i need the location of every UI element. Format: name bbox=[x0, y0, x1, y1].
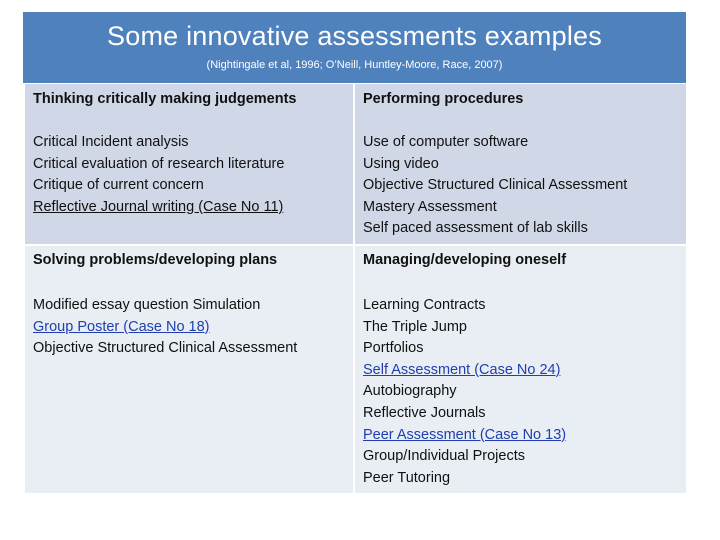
list-item: Objective Structured Clinical Assessment bbox=[363, 177, 628, 194]
list-item: Critique of current concern bbox=[33, 177, 204, 194]
list-item: Critical Incident analysis bbox=[33, 134, 189, 150]
category-heading-solving: Solving problems/developing plans bbox=[24, 246, 354, 288]
list-item: Self paced assessment of lab skills bbox=[363, 220, 588, 237]
list-item: Mastery Assessment bbox=[363, 198, 497, 215]
category-list-solving bbox=[24, 288, 354, 493]
list-item: Use of computer software bbox=[363, 134, 529, 150]
list-item: Portfolios bbox=[363, 340, 424, 357]
category-list-thinking bbox=[24, 124, 354, 244]
list-item: Learning Contracts bbox=[363, 296, 486, 313]
category-list-performing bbox=[354, 124, 687, 244]
list-item: Critical evaluation of research literature bbox=[33, 155, 285, 172]
table-row bbox=[24, 246, 687, 288]
list-item: The Triple Jump bbox=[363, 318, 467, 335]
list-item: Modified essay question Simulation bbox=[33, 296, 261, 313]
case-study-link[interactable]: Group Poster (Case No 18) bbox=[33, 318, 210, 335]
assessments-table bbox=[23, 84, 688, 493]
table-row bbox=[24, 288, 687, 493]
list-item: Autobiography bbox=[363, 383, 457, 400]
list-item: Peer Tutoring bbox=[363, 469, 451, 486]
list-item: Objective Structured Clinical Assessment bbox=[33, 340, 298, 357]
table-row bbox=[24, 84, 687, 124]
category-heading-managing: Managing/developing oneself bbox=[354, 246, 687, 288]
list-item: Group/Individual Projects bbox=[363, 448, 525, 465]
slide-subtitle: (Nightingale et al, 1996; O’Neill, Huntley-Moore, Race, 2007) bbox=[206, 59, 503, 71]
list-item: Reflective Journals bbox=[363, 404, 486, 421]
case-study-link[interactable]: Reflective Journal writing (Case No 11) bbox=[33, 198, 284, 215]
category-heading-performing: Performing procedures bbox=[354, 84, 687, 124]
case-study-link[interactable]: Self Assessment (Case No 24) bbox=[363, 361, 561, 378]
case-study-link[interactable]: Peer Assessment (Case No 13) bbox=[363, 426, 567, 443]
list-item: Using video bbox=[363, 155, 439, 172]
slide-title: Some innovative assessments examples bbox=[107, 21, 602, 51]
title-banner bbox=[23, 12, 686, 83]
table-row bbox=[24, 124, 687, 244]
category-list-managing bbox=[354, 288, 687, 493]
category-heading-thinking: Thinking critically making judgements bbox=[24, 84, 354, 124]
